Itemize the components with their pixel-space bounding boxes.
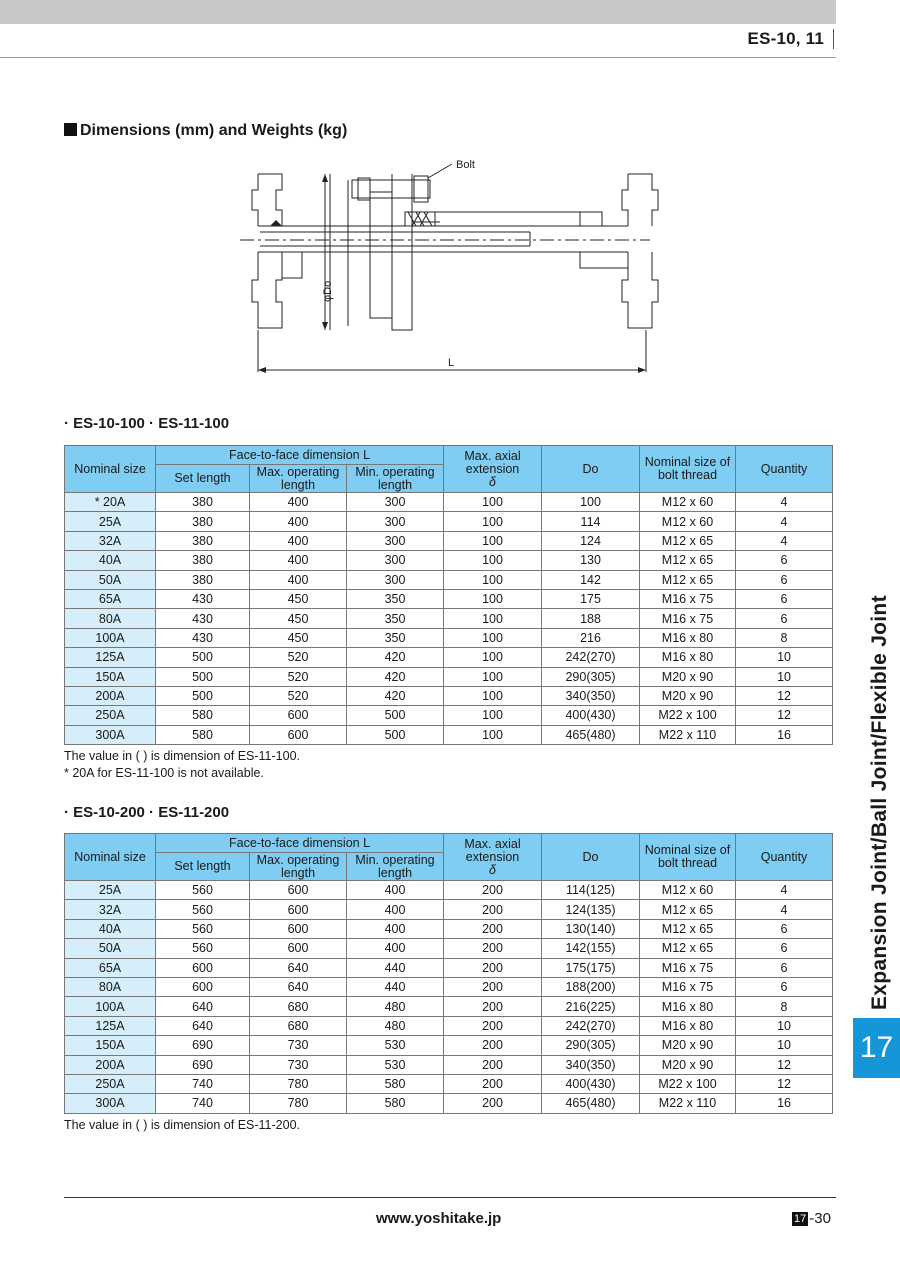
cell-min-operating-length: 350 (347, 589, 444, 608)
cell-min-operating-length: 480 (347, 997, 444, 1016)
cell-min-operating-length: 440 (347, 977, 444, 996)
cell-min-operating-length: 500 (347, 725, 444, 744)
cell-set-length: 690 (156, 1036, 250, 1055)
cell-bolt-thread: M16 x 75 (640, 958, 736, 977)
header-max-axial-text: Max. axial extension (464, 836, 521, 864)
table-row (65, 1036, 833, 1055)
cell-max-operating-length: 780 (250, 1074, 347, 1093)
table-row (65, 570, 833, 589)
square-bullet-icon (64, 123, 77, 136)
header-delta: δ (489, 474, 496, 489)
cell-bolt-thread: M22 x 100 (640, 1074, 736, 1093)
cell-bolt-thread: M12 x 65 (640, 919, 736, 938)
footer-page-number (792, 1210, 831, 1227)
sleeve-step (580, 212, 602, 226)
cell-set-length: 430 (156, 589, 250, 608)
cell-max-axial-extension: 100 (444, 609, 542, 628)
cell-max-operating-length: 680 (250, 997, 347, 1016)
cell-do: 400(430) (542, 706, 640, 725)
cell-bolt-thread: M12 x 65 (640, 939, 736, 958)
header-nominal-size: Nominal size (65, 446, 156, 493)
cell-min-operating-length: 400 (347, 900, 444, 919)
cell-bolt-thread: M16 x 75 (640, 977, 736, 996)
table-row (65, 997, 833, 1016)
header-min-operating-length: Min. operating length (347, 465, 444, 493)
table-row (65, 686, 833, 705)
cell-do: 340(350) (542, 686, 640, 705)
cell-do: 114 (542, 512, 640, 531)
cell-min-operating-length: 300 (347, 570, 444, 589)
cell-quantity: 12 (736, 706, 833, 725)
right-flange-top (622, 174, 658, 226)
cell-do: 188(200) (542, 977, 640, 996)
footer-rule (64, 1197, 836, 1198)
table-row (65, 958, 833, 977)
table-row (65, 609, 833, 628)
cell-bolt-thread: M20 x 90 (640, 686, 736, 705)
cell-do: 465(480) (542, 1094, 640, 1113)
cell-quantity: 10 (736, 1016, 833, 1035)
cell-quantity: 6 (736, 958, 833, 977)
cell-max-axial-extension: 200 (444, 1094, 542, 1113)
cell-max-operating-length: 600 (250, 706, 347, 725)
cell-set-length: 580 (156, 725, 250, 744)
cell-max-operating-length: 600 (250, 900, 347, 919)
header-set-length: Set length (156, 465, 250, 493)
header-face-to-face: Face-to-face dimension L (156, 834, 444, 853)
side-chapter-title: Expansion Joint/Ball Joint/Flexible Joint (868, 595, 891, 1010)
cell-do: 290(305) (542, 667, 640, 686)
cell-max-axial-extension: 200 (444, 1055, 542, 1074)
cell-max-operating-length: 520 (250, 648, 347, 667)
cell-quantity: 8 (736, 997, 833, 1016)
cell-do: 124(135) (542, 900, 640, 919)
cell-max-axial-extension: 100 (444, 667, 542, 686)
footer-page-text: -30 (809, 1210, 831, 1227)
cell-set-length: 740 (156, 1074, 250, 1093)
chapter-badge: 17 (853, 1018, 900, 1078)
table-row (65, 706, 833, 725)
cell-set-length: 380 (156, 570, 250, 589)
table-body (65, 881, 833, 1114)
cell-do: 130 (542, 551, 640, 570)
cell-min-operating-length: 420 (347, 648, 444, 667)
cell-nominal-size: 32A (65, 531, 156, 550)
cell-min-operating-length: 400 (347, 919, 444, 938)
cell-nominal-size: 125A (65, 1016, 156, 1035)
header-bolt-thread: Nominal size of bolt thread (640, 834, 736, 881)
cell-quantity: 12 (736, 686, 833, 705)
table-row (65, 667, 833, 686)
cell-max-axial-extension: 200 (444, 958, 542, 977)
cell-max-axial-extension: 100 (444, 551, 542, 570)
cell-min-operating-length: 440 (347, 958, 444, 977)
cell-min-operating-length: 300 (347, 551, 444, 570)
header-min-operating-length: Min. operating length (347, 853, 444, 881)
cell-max-axial-extension: 100 (444, 512, 542, 531)
cell-bolt-thread: M20 x 90 (640, 667, 736, 686)
cell-nominal-size: 150A (65, 667, 156, 686)
table-row (65, 493, 833, 512)
right-flange-bottom (622, 252, 658, 328)
cell-min-operating-length: 530 (347, 1036, 444, 1055)
footer-url[interactable]: www.yoshitake.jp (376, 1210, 502, 1227)
table-row (65, 551, 833, 570)
header-max-axial-extension (444, 834, 542, 881)
cell-quantity: 4 (736, 900, 833, 919)
cell-max-axial-extension: 200 (444, 977, 542, 996)
cell-set-length: 380 (156, 512, 250, 531)
pipe-outline (258, 226, 628, 252)
cell-set-length: 640 (156, 997, 250, 1016)
cell-quantity: 12 (736, 1074, 833, 1093)
table-row (65, 589, 833, 608)
cell-do: 340(350) (542, 1055, 640, 1074)
cell-min-operating-length: 300 (347, 493, 444, 512)
table-row (65, 900, 833, 919)
cell-set-length: 690 (156, 1055, 250, 1074)
table-row (65, 1074, 833, 1093)
cell-max-operating-length: 780 (250, 1094, 347, 1113)
left-flange-bottom (252, 252, 282, 328)
cell-set-length: 560 (156, 900, 250, 919)
cell-max-axial-extension: 100 (444, 531, 542, 550)
cell-do: 114(125) (542, 881, 640, 900)
cell-max-operating-length: 600 (250, 939, 347, 958)
cell-quantity: 10 (736, 667, 833, 686)
cell-do: 175(175) (542, 958, 640, 977)
cell-max-axial-extension: 100 (444, 648, 542, 667)
cell-set-length: 500 (156, 686, 250, 705)
cell-max-axial-extension: 100 (444, 725, 542, 744)
cell-do: 242(270) (542, 1016, 640, 1035)
cell-nominal-size: 80A (65, 609, 156, 628)
joint-drawing (230, 150, 660, 378)
cell-max-operating-length: 450 (250, 609, 347, 628)
header-max-operating-length: Max. operating length (250, 465, 347, 493)
cell-max-axial-extension: 100 (444, 628, 542, 647)
cell-nominal-size: 125A (65, 648, 156, 667)
cell-max-axial-extension: 100 (444, 706, 542, 725)
cell-set-length: 500 (156, 648, 250, 667)
table-row (65, 648, 833, 667)
cell-nominal-size: 25A (65, 881, 156, 900)
cell-nominal-size: 40A (65, 919, 156, 938)
header-nominal-size: Nominal size (65, 834, 156, 881)
cell-quantity: 6 (736, 919, 833, 938)
bolt-shank (352, 180, 430, 198)
cell-max-operating-length: 730 (250, 1055, 347, 1074)
cell-max-axial-extension: 100 (444, 570, 542, 589)
cell-nominal-size: 40A (65, 551, 156, 570)
cell-bolt-thread: M12 x 65 (640, 570, 736, 589)
cell-quantity: 6 (736, 589, 833, 608)
cell-quantity: 6 (736, 551, 833, 570)
header-quantity: Quantity (736, 834, 833, 881)
cell-max-operating-length: 400 (250, 551, 347, 570)
cell-min-operating-length: 300 (347, 531, 444, 550)
cell-nominal-size: 32A (65, 900, 156, 919)
cell-do: 142 (542, 570, 640, 589)
cell-bolt-thread: M20 x 90 (640, 1036, 736, 1055)
cell-do: 242(270) (542, 648, 640, 667)
cell-max-operating-length: 600 (250, 919, 347, 938)
cell-do: 400(430) (542, 1074, 640, 1093)
cell-set-length: 430 (156, 628, 250, 647)
cell-max-operating-length: 600 (250, 725, 347, 744)
cell-min-operating-length: 420 (347, 686, 444, 705)
section-title-text: Dimensions (mm) and Weights (kg) (80, 122, 348, 139)
cell-bolt-thread: M20 x 90 (640, 1055, 736, 1074)
footer-chapter-box: 17 (794, 1213, 807, 1225)
sleeve-top (412, 212, 580, 226)
header-max-operating-length: Max. operating length (250, 853, 347, 881)
cell-bolt-thread: M16 x 75 (640, 609, 736, 628)
cell-quantity: 6 (736, 570, 833, 589)
cell-nominal-size: 65A (65, 589, 156, 608)
cell-min-operating-length: 500 (347, 706, 444, 725)
cell-quantity: 4 (736, 531, 833, 550)
cell-do: 130(140) (542, 919, 640, 938)
cell-nominal-size: 65A (65, 958, 156, 977)
cell-max-axial-extension: 200 (444, 900, 542, 919)
table-row (65, 919, 833, 938)
cell-min-operating-length: 350 (347, 628, 444, 647)
table-2-note-1: The value in ( ) is dimension of ES-11-200. (64, 1118, 300, 1132)
table-body (65, 493, 833, 745)
left-flange-top (252, 174, 282, 226)
cell-bolt-thread: M12 x 60 (640, 512, 736, 531)
cell-max-operating-length: 400 (250, 512, 347, 531)
cell-max-operating-length: 450 (250, 589, 347, 608)
cell-bolt-thread: M22 x 110 (640, 1094, 736, 1113)
cell-bolt-thread: M12 x 60 (640, 493, 736, 512)
cell-max-axial-extension: 100 (444, 686, 542, 705)
cell-max-axial-extension: 100 (444, 493, 542, 512)
cell-bolt-thread: M12 x 60 (640, 881, 736, 900)
cell-set-length: 560 (156, 881, 250, 900)
cell-bolt-thread: M16 x 80 (640, 997, 736, 1016)
cell-max-axial-extension: 100 (444, 589, 542, 608)
do-label: φDo (322, 280, 334, 302)
bolt-label: Bolt (456, 159, 475, 171)
section-title (64, 122, 347, 140)
cell-min-operating-length: 480 (347, 1016, 444, 1035)
header-bolt-thread: Nominal size of bolt thread (640, 446, 736, 493)
dimension-table-200 (64, 833, 833, 1114)
cell-bolt-thread: M16 x 80 (640, 648, 736, 667)
cell-quantity: 6 (736, 609, 833, 628)
header-max-axial-text: Max. axial extension (464, 448, 521, 476)
cell-bolt-thread: M22 x 110 (640, 725, 736, 744)
cell-min-operating-length: 400 (347, 881, 444, 900)
cell-do: 188 (542, 609, 640, 628)
cell-max-axial-extension: 200 (444, 1016, 542, 1035)
cell-set-length: 380 (156, 551, 250, 570)
cell-bolt-thread: M16 x 80 (640, 628, 736, 647)
table-1-note-2: * 20A for ES-11-100 is not available. (64, 766, 264, 780)
cell-do: 175 (542, 589, 640, 608)
cell-quantity: 16 (736, 725, 833, 744)
header-do: Do (542, 834, 640, 881)
cell-max-operating-length: 400 (250, 493, 347, 512)
cell-do: 216 (542, 628, 640, 647)
bolt-leader (428, 164, 452, 178)
cell-max-operating-length: 640 (250, 977, 347, 996)
cell-nominal-size: 300A (65, 725, 156, 744)
cell-max-operating-length: 400 (250, 531, 347, 550)
cell-nominal-size: 100A (65, 997, 156, 1016)
cell-quantity: 6 (736, 939, 833, 958)
cell-nominal-size: 200A (65, 1055, 156, 1074)
cell-quantity: 4 (736, 512, 833, 531)
cell-bolt-thread: M12 x 65 (640, 900, 736, 919)
cell-set-length: 500 (156, 667, 250, 686)
cell-set-length: 600 (156, 977, 250, 996)
table-1-title: · ES-10-100 · ES-11-100 (64, 415, 230, 432)
cell-set-length: 380 (156, 493, 250, 512)
cell-nominal-size: 50A (65, 939, 156, 958)
cell-bolt-thread: M22 x 100 (640, 706, 736, 725)
table-1-note-1: The value in ( ) is dimension of ES-11-100. (64, 749, 300, 763)
header-rule (0, 57, 836, 58)
cell-quantity: 10 (736, 648, 833, 667)
left-nozzle (282, 252, 302, 278)
l-label: L (448, 357, 455, 369)
header-face-to-face: Face-to-face dimension L (156, 446, 444, 465)
cell-min-operating-length: 420 (347, 667, 444, 686)
cell-nominal-size: 250A (65, 706, 156, 725)
page-header-title: ES-10, 11 (747, 29, 824, 48)
sleeve-bottom (412, 252, 628, 268)
cell-set-length: 600 (156, 958, 250, 977)
table-2-title: · ES-10-200 · ES-11-200 (64, 804, 230, 821)
cell-max-axial-extension: 200 (444, 939, 542, 958)
cell-max-axial-extension: 200 (444, 1036, 542, 1055)
cell-nominal-size: 200A (65, 686, 156, 705)
cell-bolt-thread: M16 x 75 (640, 589, 736, 608)
cell-set-length: 560 (156, 919, 250, 938)
header-quantity: Quantity (736, 446, 833, 493)
cell-quantity: 4 (736, 493, 833, 512)
cell-max-axial-extension: 200 (444, 881, 542, 900)
cell-quantity: 6 (736, 977, 833, 996)
header-divider (833, 29, 834, 49)
header-max-axial-extension (444, 446, 542, 493)
cell-nominal-size: 300A (65, 1094, 156, 1113)
cell-max-axial-extension: 200 (444, 997, 542, 1016)
cell-bolt-thread: M12 x 65 (640, 531, 736, 550)
cell-set-length: 580 (156, 706, 250, 725)
cell-min-operating-length: 530 (347, 1055, 444, 1074)
gland-left (370, 192, 392, 318)
inner-pipe (260, 232, 530, 246)
table-row (65, 1016, 833, 1035)
cell-max-operating-length: 400 (250, 570, 347, 589)
cell-nominal-size: 50A (65, 570, 156, 589)
table-row (65, 725, 833, 744)
table-row (65, 939, 833, 958)
cell-quantity: 4 (736, 881, 833, 900)
cell-do: 216(225) (542, 997, 640, 1016)
table-row (65, 628, 833, 647)
cell-set-length: 640 (156, 1016, 250, 1035)
cell-nominal-size: * 20A (65, 493, 156, 512)
cell-nominal-size: 100A (65, 628, 156, 647)
cell-set-length: 740 (156, 1094, 250, 1113)
dimension-table-100 (64, 445, 833, 745)
table-row (65, 977, 833, 996)
cell-bolt-thread: M12 x 65 (640, 551, 736, 570)
table-row (65, 1094, 833, 1113)
cell-set-length: 430 (156, 609, 250, 628)
table-row (65, 512, 833, 531)
dimension-arrows (258, 174, 646, 373)
cell-quantity: 8 (736, 628, 833, 647)
cell-bolt-thread: M16 x 80 (640, 1016, 736, 1035)
cell-min-operating-length: 350 (347, 609, 444, 628)
cell-nominal-size: 250A (65, 1074, 156, 1093)
table-row (65, 881, 833, 900)
cell-do: 124 (542, 531, 640, 550)
cell-set-length: 380 (156, 531, 250, 550)
header-do: Do (542, 446, 640, 493)
cell-max-operating-length: 730 (250, 1036, 347, 1055)
cell-do: 142(155) (542, 939, 640, 958)
cell-max-operating-length: 600 (250, 881, 347, 900)
cell-max-operating-length: 520 (250, 667, 347, 686)
header-delta: δ (489, 862, 496, 877)
cell-min-operating-length: 400 (347, 939, 444, 958)
cell-max-operating-length: 520 (250, 686, 347, 705)
table-row (65, 531, 833, 550)
cell-quantity: 16 (736, 1094, 833, 1113)
cell-max-axial-extension: 200 (444, 919, 542, 938)
cell-max-axial-extension: 200 (444, 1074, 542, 1093)
cell-nominal-size: 80A (65, 977, 156, 996)
table-row (65, 1055, 833, 1074)
top-bar (0, 0, 836, 24)
cell-do: 465(480) (542, 725, 640, 744)
header-set-length: Set length (156, 853, 250, 881)
cell-do: 100 (542, 493, 640, 512)
cell-max-operating-length: 680 (250, 1016, 347, 1035)
cell-max-operating-length: 450 (250, 628, 347, 647)
cell-do: 290(305) (542, 1036, 640, 1055)
cell-set-length: 560 (156, 939, 250, 958)
cell-nominal-size: 150A (65, 1036, 156, 1055)
cell-min-operating-length: 580 (347, 1094, 444, 1113)
cell-quantity: 10 (736, 1036, 833, 1055)
cell-quantity: 12 (736, 1055, 833, 1074)
cell-min-operating-length: 580 (347, 1074, 444, 1093)
cell-max-operating-length: 640 (250, 958, 347, 977)
cell-nominal-size: 25A (65, 512, 156, 531)
weld-mark (270, 220, 282, 226)
cell-min-operating-length: 300 (347, 512, 444, 531)
